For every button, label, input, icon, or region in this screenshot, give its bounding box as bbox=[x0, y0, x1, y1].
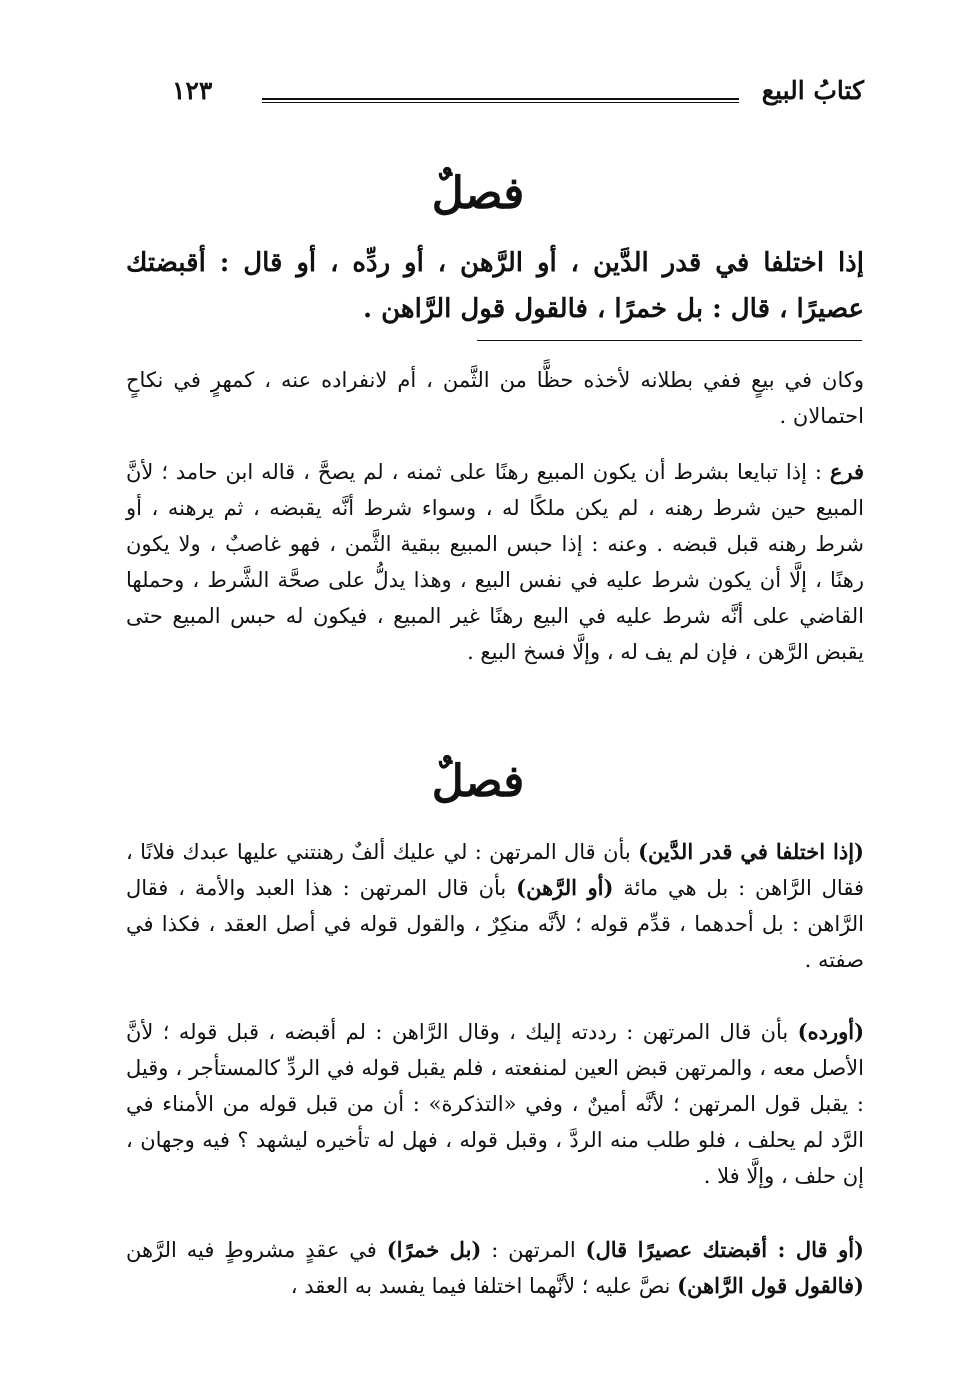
para3-text-2: بأن قال المرتهن : هذا العبد والأمة ، فقال الرَّاهن : بل أحدهما ، قدِّم قوله ؛ لأنَّه منكِرٌ ، والقول قوله في أصل العقد ، فكذا في صفته . bbox=[126, 876, 864, 972]
page-number: ١٢٣ bbox=[172, 76, 213, 105]
para5-text-1: المرتهن : bbox=[481, 1238, 586, 1262]
matn-separator-rule bbox=[477, 340, 862, 341]
paragraph-1 bbox=[126, 362, 864, 434]
para5-bold-1: (أو قال : أقبضتك عصيرًا قال) bbox=[585, 1237, 864, 1262]
para5-text-3: نصَّ عليه ؛ لأنَّهما اختلفا فيما يفسد به العقد ، bbox=[290, 1274, 678, 1298]
para3-text-1: بأن قال المرتهن : لي عليك ألفٌ رهنتني عليها عبدك فلانًا ، فقال الرَّاهن : بل هي مائة bbox=[126, 840, 864, 900]
paragraph-1-text: وكان في بيعٍ ففي بطلانه لأخذه حظًّا من الثَّمن ، أم لانفراده عنه ، كمهرٍ في نكاحٍ احتمالان . bbox=[126, 368, 864, 428]
header-rule bbox=[262, 98, 739, 103]
running-title: كتابُ البيع bbox=[761, 76, 864, 105]
paragraph-far bbox=[126, 454, 864, 670]
far-text: : إذا تبايعا بشرط أن يكون المبيع رهنًا على ثمنه ، لم يصحَّ ، قاله ابن حامد ؛ لأنَّ المبيع حين شرط رهنه ، لم يكن ملكًا له ، وسواء شرط أنَّه يقبضه ، ثم يرهنه ، أو شرط رهنه قبل قبضه . وعنه : إذا حبس المبيع ببقية الثَّمن ، فهو غاصبٌ ، ولا يكون رهنًا ، إلَّا أن يكون شرط عليه في نفس البيع ، وهذا يدلُّ على صحَّة الشَّرط ، وحملها القاضي على أنَّه شرط عليه في البيع رهنًا غير المبيع ، فيكون له حبس المبيع حتى يقبض الرَّهن ، فإن لم يف له ، وإلَّا فسخ البيع . bbox=[126, 460, 864, 664]
para4-bold-1: (أورده) bbox=[797, 1019, 865, 1044]
far-label: فرع bbox=[829, 459, 864, 484]
paragraph-3 bbox=[126, 834, 864, 978]
para4-text-1: بأن قال المرتهن : رددته إليك ، وقال الرَّاهن : لم أقبضه ، قبل قوله ؛ لأنَّ الأصل معه ، والمرتهن قبض العين لمنفعته ، فلم يقبل قوله في الردِّ كالمستأجر ، وقيل : يقبل قول المرتهن ؛ لأنَّه أمينٌ ، وفي «التذكرة» : أن من قبل قوله من الأمناء في الرَّد لم يحلف ، فلو طلب منه الردَّ ، وقبل قوله ، فهل له تأخيره ليشهد ؟ فيه وجهان ، إن حلف ، وإلَّا فلا . bbox=[126, 1020, 864, 1188]
section-heading-2: فصلٌ bbox=[431, 756, 525, 807]
para5-bold-2: (بل خمرًا) bbox=[386, 1237, 482, 1262]
page-header bbox=[150, 76, 864, 116]
matn-text: إذا اختلفا في قدر الدَّين ، أو الرَّهن ، أو ردِّه ، أو قال : أقبضتك عصيرًا ، قال : بل خمرًا ، فالقول قول الرَّاهن . bbox=[126, 248, 864, 324]
para3-bold-2: (أو الرَّهن) bbox=[516, 875, 614, 900]
paragraph-4 bbox=[126, 1014, 864, 1194]
para5-text-2: في عقدٍ مشروطٍ فيه الرَّهن bbox=[126, 1238, 387, 1262]
para5-bold-3: (فالقول قول الرَّاهن) bbox=[677, 1273, 864, 1298]
para3-bold-1: (إذا اختلفا في قدر الدَّين) bbox=[638, 839, 864, 864]
section-heading-1: فصلٌ bbox=[431, 168, 525, 219]
paragraph-5 bbox=[126, 1232, 864, 1304]
